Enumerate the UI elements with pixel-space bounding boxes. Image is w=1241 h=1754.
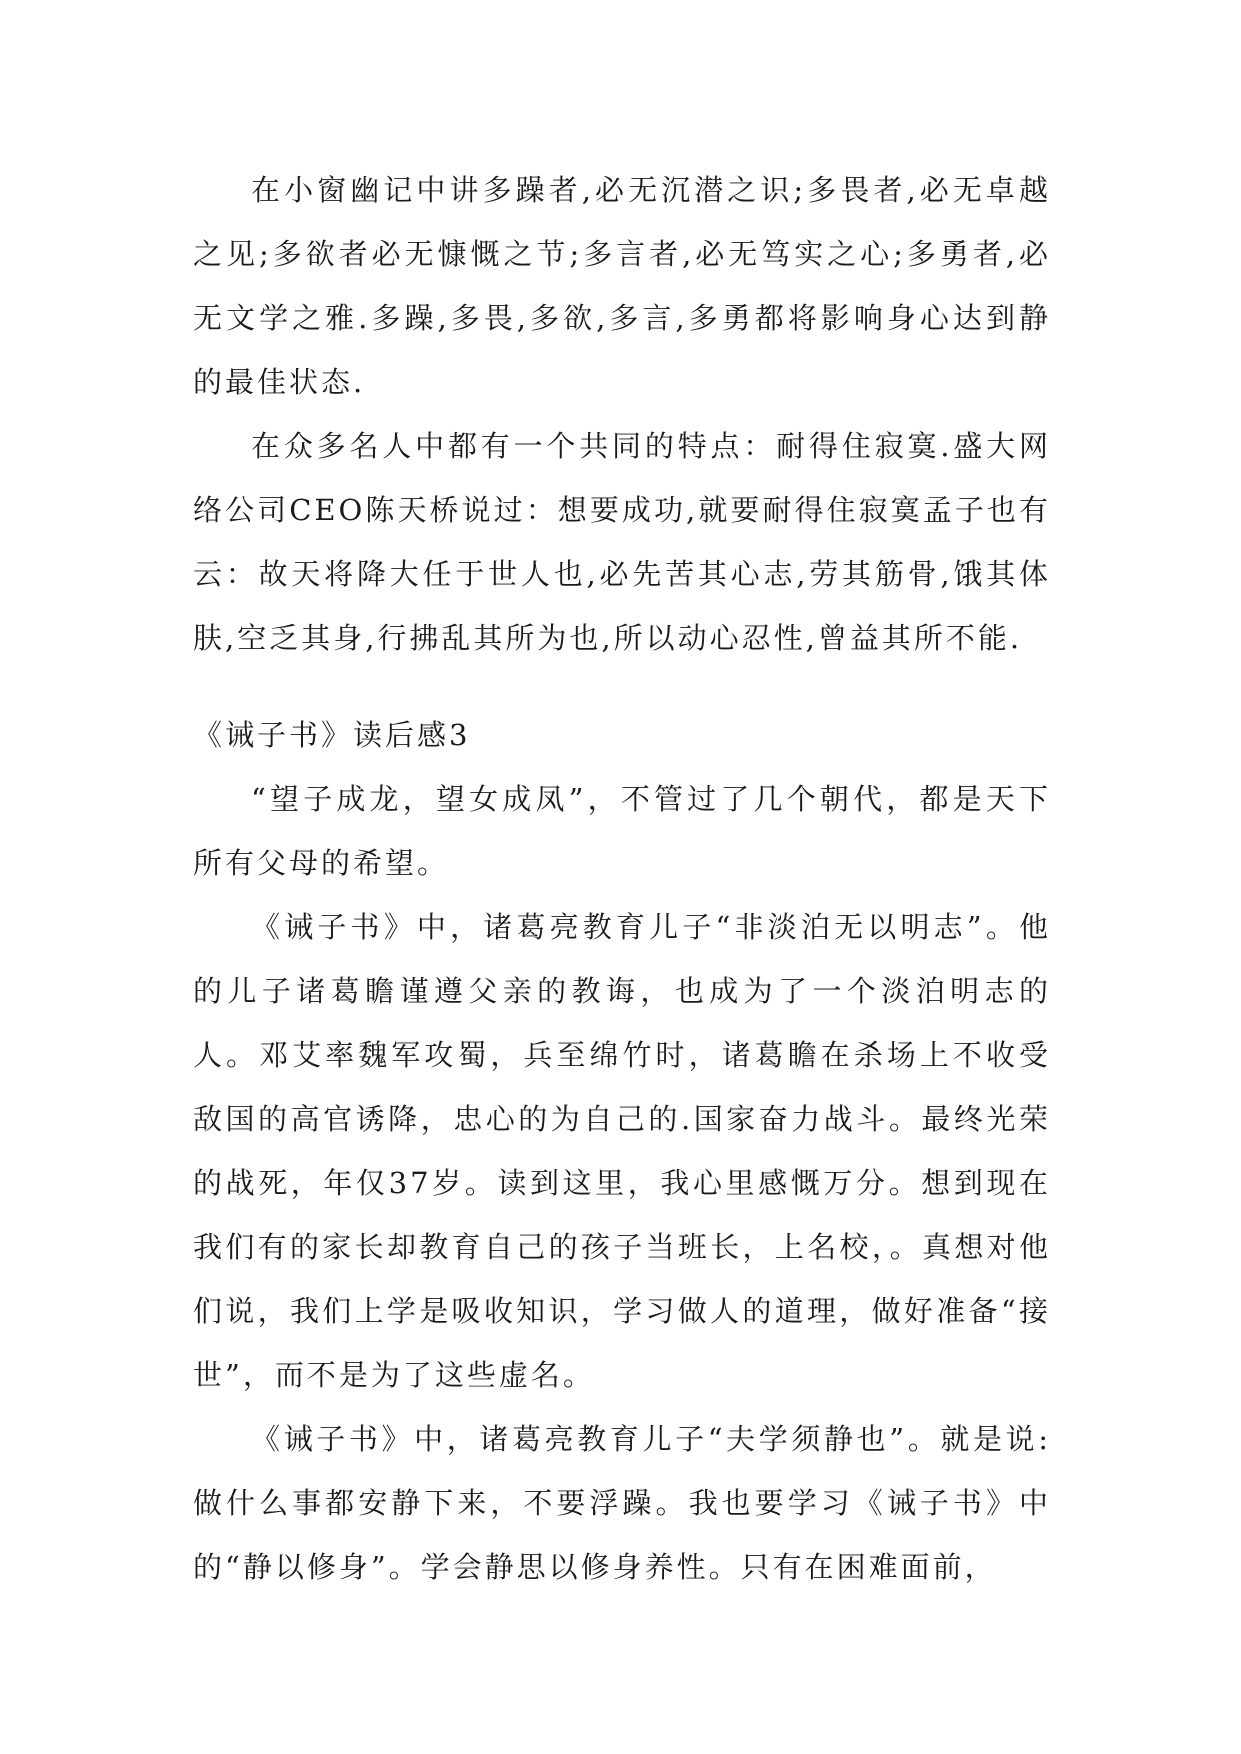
section-heading: 《诫子书》读后感3 — [193, 718, 471, 752]
paragraph-jimo: 在众多名人中都有一个共同的特点：耐得住寂寞.盛大网络公司CEO陈天桥说过：想要成功,就要耐得住寂寞孟子也有云：故天将降大任于世人也,必先苦其心志,劳其筋骨,饿其体肤,空乏其身,行拂乱其所为也,所以动心忍性,曾益其所不能. — [193, 429, 1051, 655]
paragraph-xiaochuang: 在小窗幽记中讲多躁者,必无沉潜之识;多畏者,必无卓越之见;多欲者必无慷慨之节;多言者,必无笃实之心;多勇者,必无文学之雅.多躁,多畏,多欲,多言,多勇都将影响身心达到静的最佳状态. — [193, 173, 1051, 399]
document-page — [193, 158, 1051, 1599]
paragraph-xuexujing: 《诫子书》中，诸葛亮教育儿子“夫学须静也”。就是说:做什么事都安静下来，不要浮躁。我也要学习《诫子书》中的“静以修身”。学会静思以修身养性。只有在困难面前， — [193, 1422, 1051, 1584]
paragraph-wangzi: “望子成龙，望女成凤”，不管过了几个朝代，都是天下所有父母的希望。 — [193, 782, 1051, 880]
paragraph-danbo: 《诫子书》中，诸葛亮教育儿子“非淡泊无以明志”。他的儿子诸葛瞻谨遵父亲的教诲，也成为了一个淡泊明志的人。邓艾率魏军攻蜀，兵至绵竹时，诸葛瞻在杀场上不收受敌国的高官诱降，忠心的为自己的.国家奋力战斗。最终光荣的战死，年仅37岁。读到这里，我心里感慨万分。想到现在我们有的家长却教育自己的孩子当班长，上名校，。真想对他们说，我们上学是吸收知识，学习做人的道理，做好准备“接世”，而不是为了这些虚名。 — [193, 910, 1051, 1392]
